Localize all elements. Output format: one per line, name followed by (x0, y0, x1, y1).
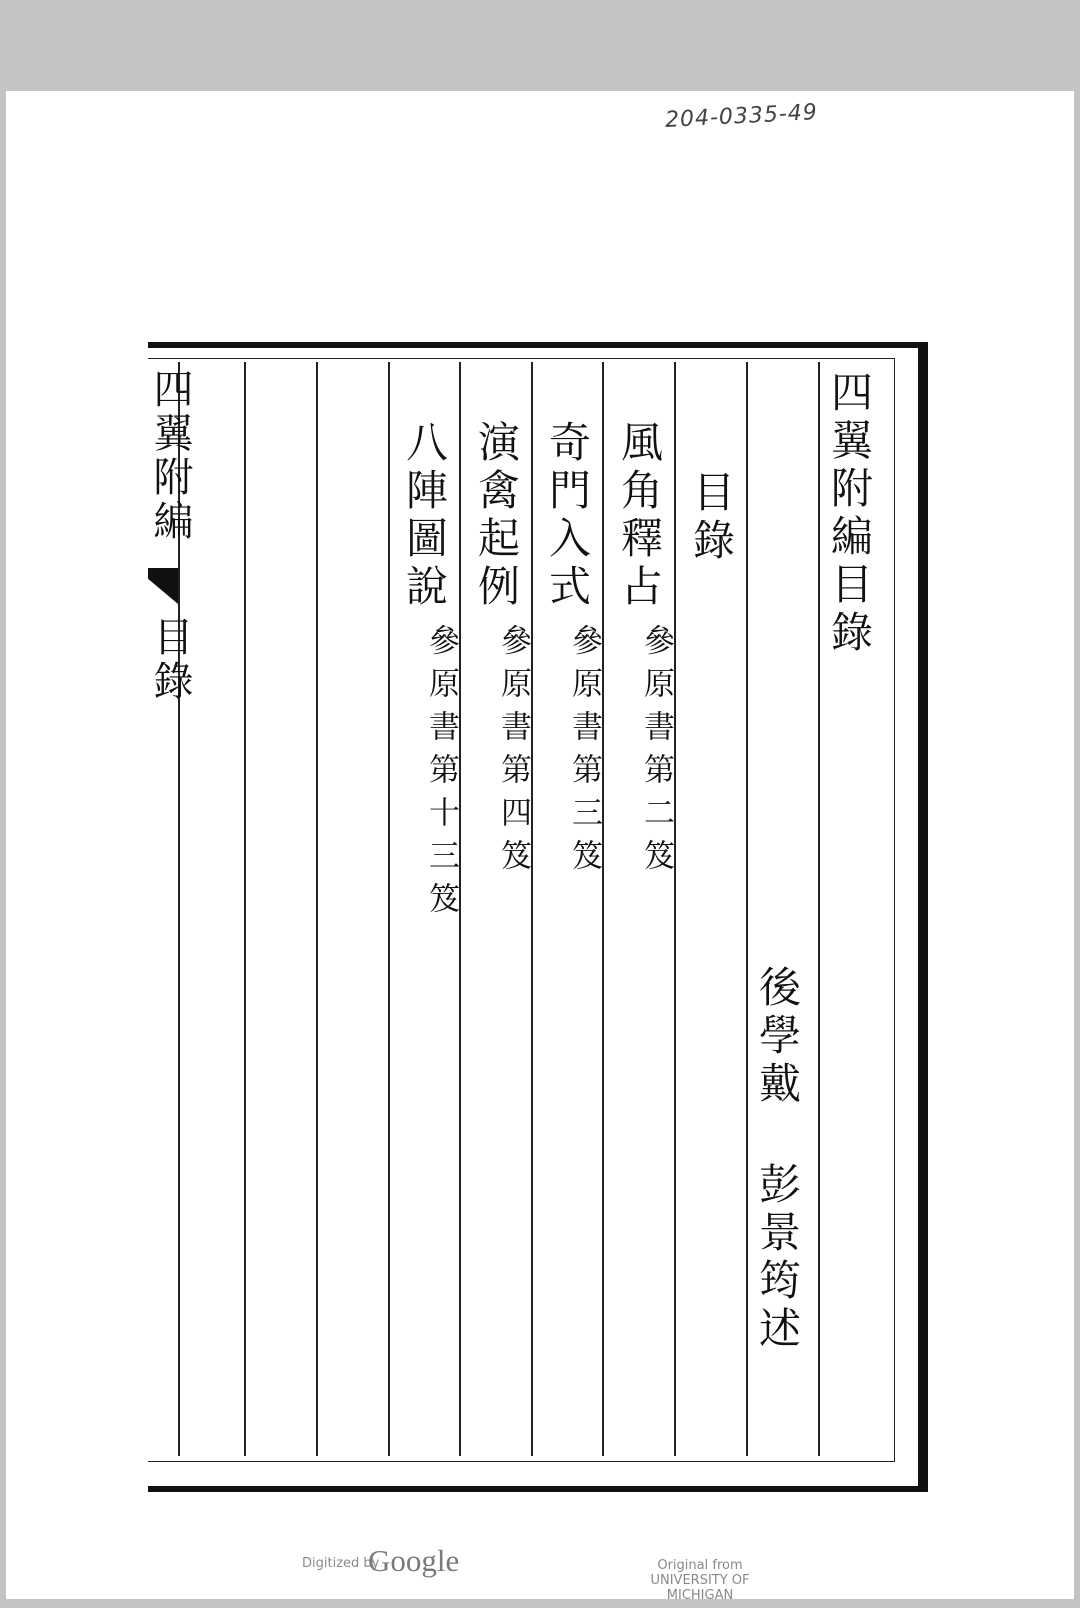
entry-note: 參原書第三笈 (566, 624, 602, 882)
column-rule (244, 362, 246, 1456)
column-rule (674, 362, 676, 1456)
digitized-by-label: Digitized by (302, 1556, 380, 1571)
google-logo: Google (368, 1543, 460, 1578)
margin-book-title: 四翼附編 (147, 368, 193, 544)
column-rule (818, 362, 820, 1456)
column-rule (746, 362, 748, 1456)
entry-title: 八陣圖說 (400, 420, 449, 612)
entry-note: 參原書第二笈 (638, 624, 674, 882)
author-line-2: 彭景筠述 (753, 1162, 802, 1354)
column-rule (316, 362, 318, 1456)
author-line-1: 後學戴 (753, 965, 802, 1109)
main-title: 四翼附編目錄 (825, 370, 874, 658)
column-rule (388, 362, 390, 1456)
call-number: 204-0335-49 (664, 100, 819, 133)
original-source (620, 1558, 780, 1603)
institution-name: UNIVERSITY OF MICHIGAN (650, 1573, 750, 1603)
column-rule (459, 362, 461, 1456)
original-from-label: Original from (657, 1558, 743, 1573)
entry-note: 參原書第四笈 (495, 624, 531, 882)
section-heading: 目錄 (687, 470, 736, 566)
entry-title: 演禽起例 (472, 420, 521, 612)
column-rule (531, 362, 533, 1456)
column-rule (602, 362, 604, 1456)
margin-section-label: 目錄 (147, 616, 193, 704)
entry-title: 奇門入式 (543, 420, 592, 612)
entry-note: 參原書第十三笈 (423, 624, 459, 925)
entry-title: 風角釋占 (615, 420, 664, 612)
